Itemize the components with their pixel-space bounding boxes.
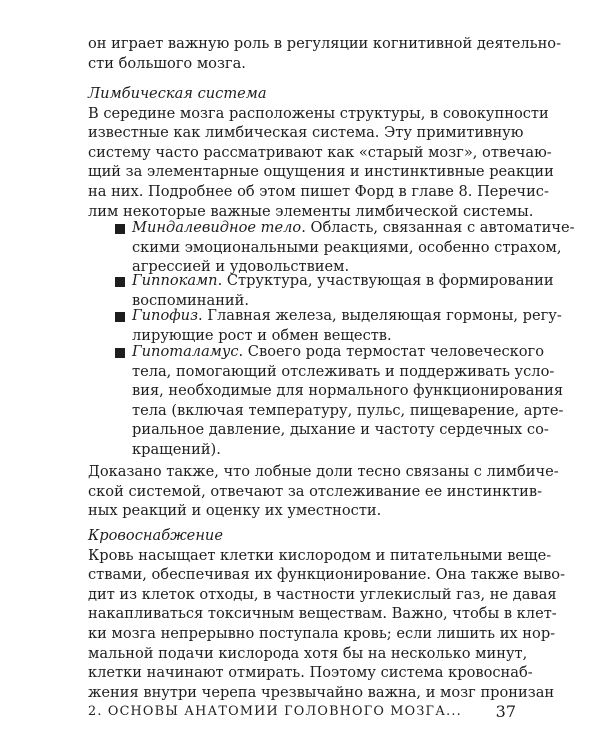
running-footer-chapter: 2. ОСНОВЫ АНАТОМИИ ГОЛОВНОГО МОЗГА... [88,704,462,719]
definition: . Область, связанная с автоматиче- [301,219,575,236]
text-line: скими эмоциональными реакциями, особенно страхом, [132,238,562,256]
list-item-first-line [117,271,554,291]
list-item-first-line [117,306,562,326]
list-item [117,342,564,460]
list-item [117,218,575,277]
text-line: систему часто рассматривают как «старый мозг», отвечаю- [88,143,552,161]
text-line: он играет важную роль в регуляции когнитивной деятельно- [88,35,562,52]
text-line: лим некоторые важные элементы лимбической системы. [88,202,534,220]
blood-section [88,526,566,702]
text-line: агрессией и удовольствием. [132,258,350,276]
list-item-first-line [117,218,575,238]
intro-paragraph [88,34,562,73]
text-line: дит из клеток отходы, в частности углекислый газ, не давая [88,585,557,603]
definition: . Структура, участвующая в формировании [217,272,554,289]
limbic-section [88,84,554,221]
page-number: 37 [495,702,516,721]
list-item [117,306,562,345]
section-heading-blood: Кровоснабжение [88,527,223,544]
text-line: воспоминаний. [132,291,250,309]
text-line: мальной подачи кислорода хотя бы на несколько минут, [88,644,528,662]
text-line: щий за элементарные ощущения и инстинктивные реакции [88,163,554,181]
text-line: вия, необходимые для нормального функционирования [132,382,564,400]
term: Миндалевидное тело [132,219,302,236]
list-item [117,271,554,310]
text-line: известные как лимбическая система. Эту примитивную [88,124,524,142]
text-line: клетки начинают отмирать. Поэтому система кровоснаб- [88,664,533,682]
text-line: Кровь насыщает клетки кислородом и питательными веще- [88,546,552,564]
text-line: ствами, обеспечивая их функционирование. Она также выво- [88,566,566,584]
text-line: тела (включая температуру, пульс, пищеварение, арте- [132,401,564,419]
text-line: Доказано также, что лобные доли тесно связаны с лимбиче- [88,463,559,480]
text-line: сти большого мозга. [88,54,246,72]
text-line: накапливаться токсичным веществам. Важно, чтобы в клет- [88,605,557,623]
text-line: В середине мозга расположены структуры, в совокупности [88,104,549,122]
text-line: тела, помогающий отслеживать и поддерживать усло- [132,362,555,380]
text-line: лирующие рост и обмен веществ. [132,326,392,344]
term: Гипоталамус [132,343,239,360]
term: Гиппокамп [132,272,218,289]
text-line: на них. Подробнее об этом пишет Форд в главе 8. Перечис- [88,182,549,200]
text-line: ки мозга непрерывно поступала кровь; если лишить их нор- [88,624,556,642]
text-line: ных реакций и оценку их уместности. [88,502,382,520]
text-line: риальное давление, дыхание и частоту сердечных со- [132,421,549,439]
text-line: кращений). [132,440,221,458]
list-item-first-line [117,342,544,362]
page-footer [88,702,516,724]
text-line: жения внутри черепа чрезвычайно важна, и мозг пронизан [88,683,555,701]
closing-paragraph [88,462,559,521]
section-heading-limbic: Лимбическая система [88,85,267,102]
term: Гипофиз [132,307,199,324]
text-line: ской системой, отвечают за отслеживание ее инстинктив- [88,482,543,500]
definition: . Своего рода термостат человеческого [238,343,544,360]
definition: . Главная железа, выделяющая гормоны, регу- [198,307,562,324]
